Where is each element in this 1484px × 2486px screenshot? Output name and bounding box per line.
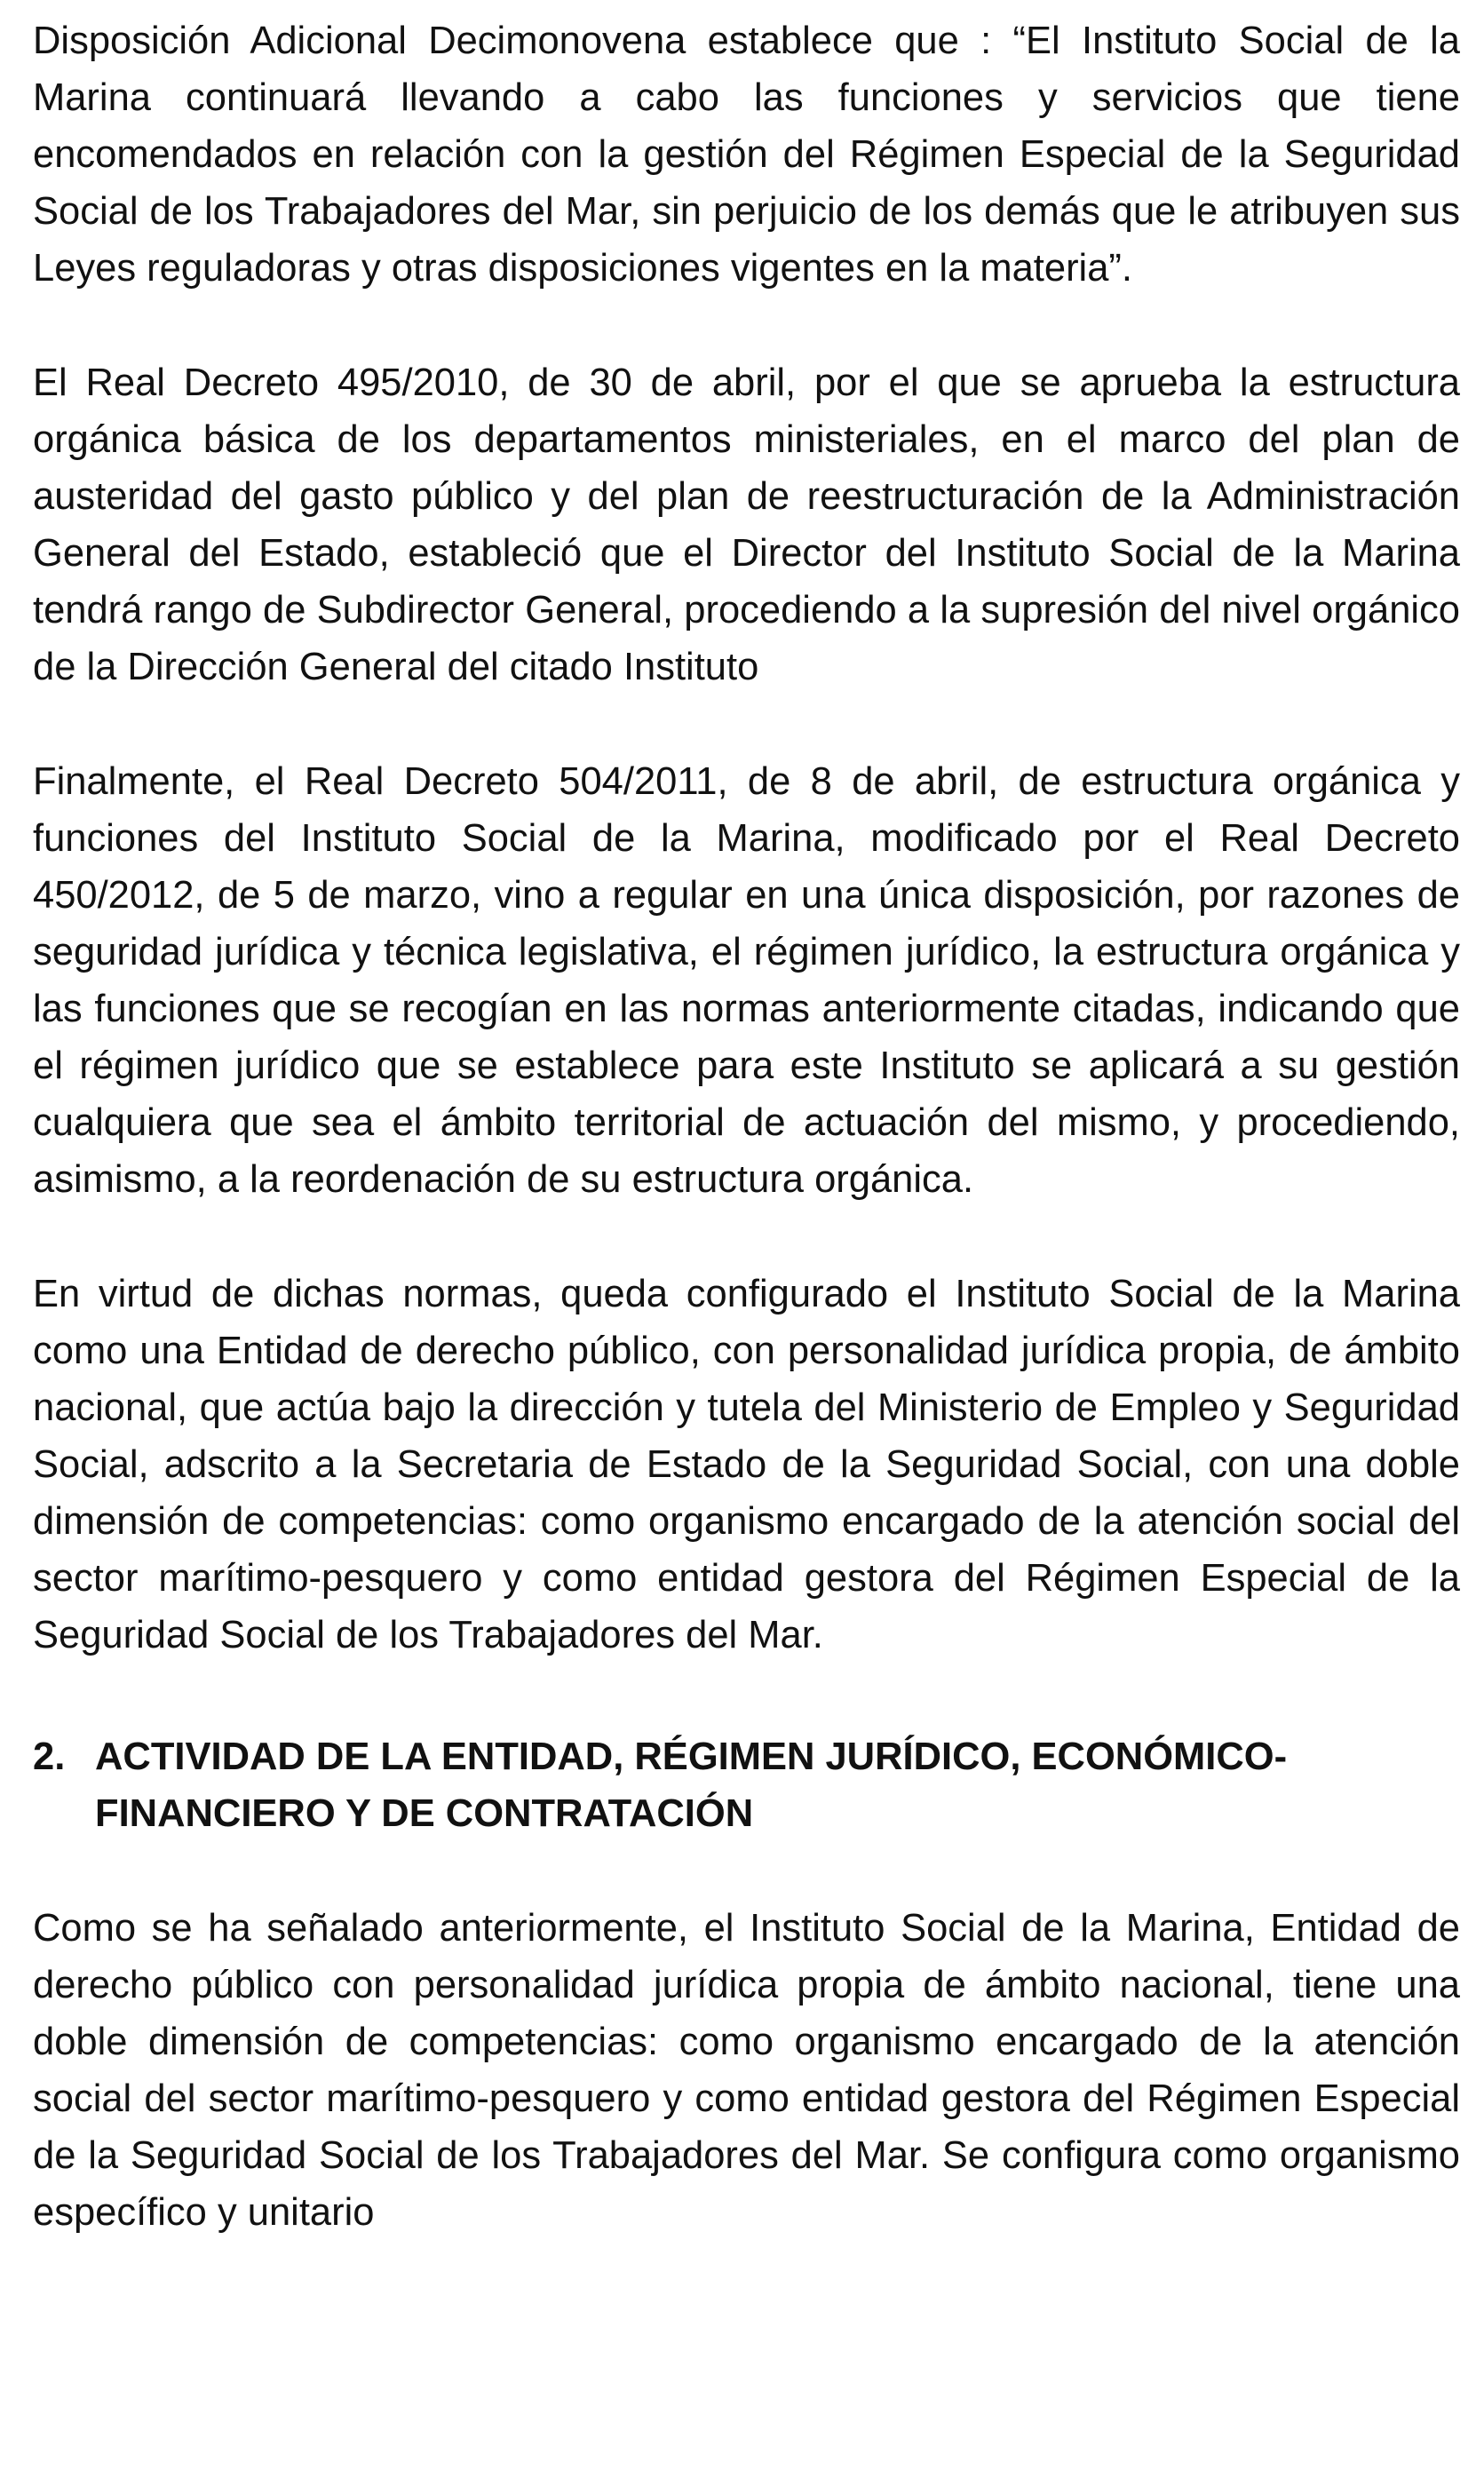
section-heading (33, 1728, 1460, 1842)
paragraph-disposicion-adicional: Disposición Adicional Decimonovena establece que : “El Instituto Social de la Marina continuará llevando a cabo las funciones y servicios que tiene encomendados en relación con la gestión del Régimen Especial de la Seguridad Social de los Trabajadores del Mar, sin perjuicio de los demás que le atribuyen sus Leyes reguladoras y otras disposiciones vigentes en la materia”. (33, 20, 1460, 290)
section-number: 2. (33, 1735, 66, 1778)
paragraph-spacer (33, 1208, 1460, 1266)
paragraph-como-se-ha-senalado: Como se ha señalado anteriormente, el Instituto Social de la Marina, Entidad de derecho público con personalidad jurídica propia de ámbito nacional, tiene una doble dimensión de competencias: como organismo encargado de la atención social del sector marítimo-pesquero y como entidad gestora del Régimen Especial de la Seguridad Social de los Trabajadores del Mar. Se configura como organismo específico y unitario (33, 1907, 1460, 2234)
section-title: ACTIVIDAD DE LA ENTIDAD, RÉGIMEN JURÍDICO, ECONÓMICO-FINANCIERO Y DE CONTRATACIÓN (95, 1735, 1288, 1835)
paragraph-real-decreto-504: Finalmente, el Real Decreto 504/2011, de 8 de abril, de estructura orgánica y funciones del Instituto Social de la Marina, modificado por el Real Decreto 450/2012, de 5 de marzo, vino a regular en una única disposición, por razones de seguridad jurídica y técnica legislativa, el régimen jurídico, la estructura orgánica y las funciones que se recogían en las normas anteriormente citadas, indicando que el régimen jurídico que se establece para este Instituto se aplicará a su gestión cualquiera que sea el ámbito territorial de actuación del mismo, y procediendo, asimismo, a la reordenación de su estructura orgánica. (33, 760, 1460, 1201)
paragraph-spacer (33, 1842, 1460, 1900)
paragraph-real-decreto-495: El Real Decreto 495/2010, de 30 de abril, por el que se aprueba la estructura orgánica básica de los departamentos ministeriales, en el marco del plan de austeridad del gasto público y del plan de reestructuración de la Administración General del Estado, estableció que el Director del Instituto Social de la Marina tendrá rango de Subdirector General, procediendo a la supresión del nivel orgánico de la Dirección General del citado Instituto (33, 361, 1460, 688)
paragraph-en-virtud: En virtud de dichas normas, queda configurado el Instituto Social de la Marina como una Entidad de derecho público, con personalidad jurídica propia, de ámbito nacional, que actúa bajo la dirección y tutela del Ministerio de Empleo y Seguridad Social, adscrito a la Secretaria de Estado de la Seguridad Social, con una doble dimensión de competencias: como organismo encargado de la atención social del sector marítimo-pesquero y como entidad gestora del Régimen Especial de la Seguridad Social de los Trabajadores del Mar. (33, 1273, 1460, 1656)
paragraph-spacer (33, 695, 1460, 753)
paragraph-spacer (33, 297, 1460, 354)
paragraph-spacer (33, 1664, 1460, 1721)
document-page (33, 0, 1460, 2241)
